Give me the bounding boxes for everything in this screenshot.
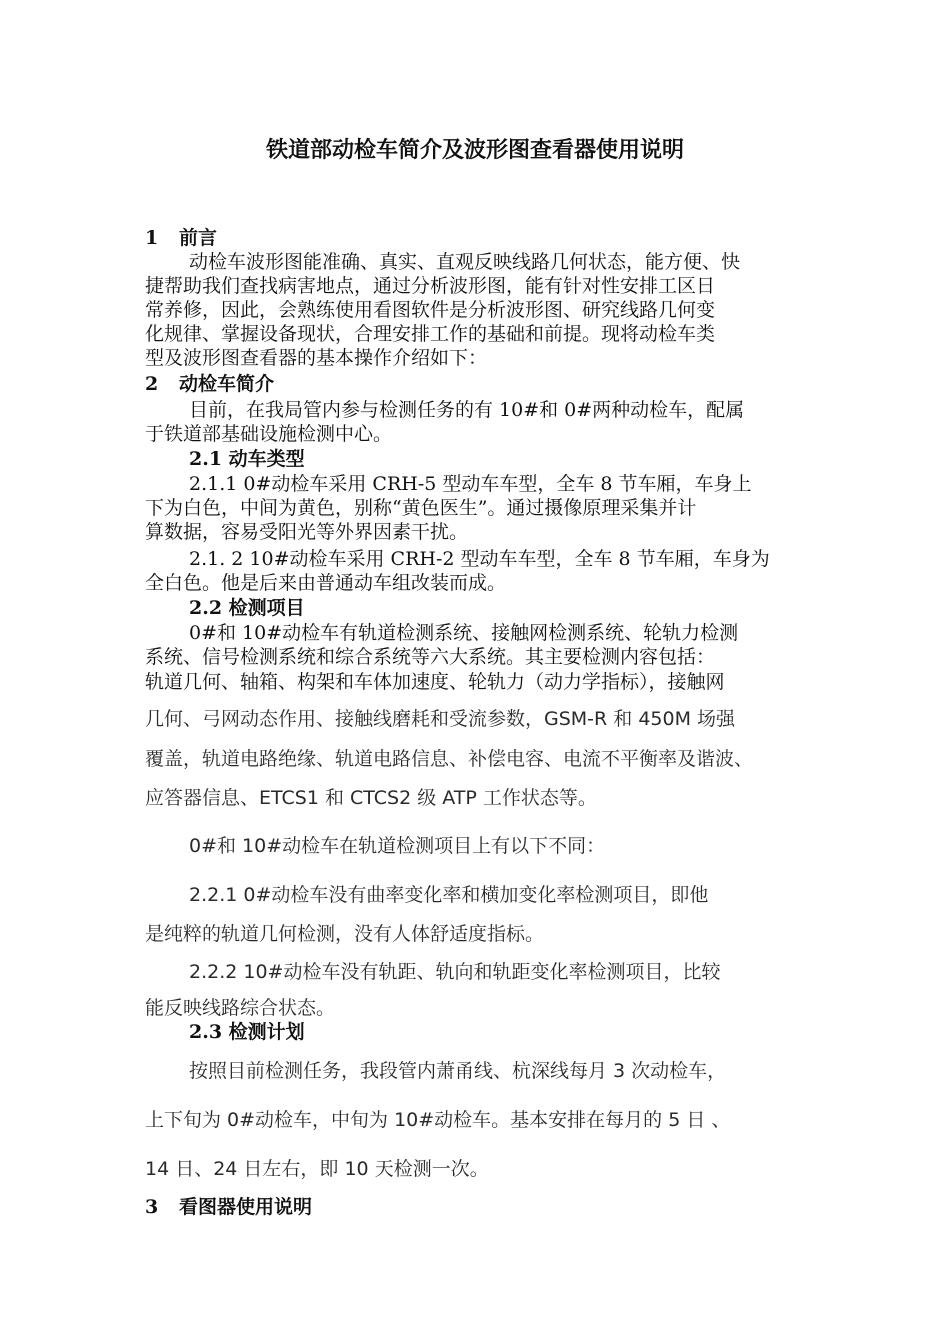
- paragraph-line: 于铁道部基础设施检测中心。: [145, 423, 393, 445]
- paragraph-line: 2.2.2 10#动检车没有轨距、轨向和轨距变化率检测项目，比较: [189, 961, 721, 983]
- paragraph-line: 14 日、24 日左右，即 10 天检测一次。: [145, 1158, 489, 1180]
- paragraph-line: 2.1. 2 10#动检车采用 CRH-2 型动车车型，全车 8 节车厢，车身为: [189, 548, 770, 570]
- paragraph-line: 算数据，容易受阳光等外界因素干扰。: [145, 521, 469, 543]
- paragraph-line: 是纯粹的轨道几何检测，没有人体舒适度指标。: [145, 923, 545, 945]
- paragraph-line: 应答器信息、ETCS1 和 CTCS2 级 ATP 工作状态等。: [145, 787, 597, 809]
- paragraph-line: 目前，在我局管内参与检测任务的有 10#和 0#两种动检车，配属: [189, 399, 745, 421]
- section-title: 看图器使用说明: [179, 1196, 313, 1218]
- paragraph-line: 按照目前检测任务，我段管内萧甬线、杭深线每月 3 次动检车，: [189, 1060, 727, 1082]
- paragraph-line: 0#和 10#动检车在轨道检测项目上有以下不同：: [189, 835, 606, 857]
- section-number: 1: [145, 227, 159, 249]
- section-heading-3: [145, 1195, 312, 1219]
- paragraph-line: 上下旬为 0#动检车，中旬为 10#动检车。基本安排在每月的 5 日 、: [145, 1109, 731, 1131]
- paragraph-line: 系统、信号检测系统和综合系统等六大系统。其主要检测内容包括：: [145, 646, 716, 668]
- paragraph-line: 0#和 10#动检车有轨道检测系统、接触网检测系统、轮轨力检测: [189, 622, 739, 644]
- paragraph-line: 2.2.1 0#动检车没有曲率变化率和横加变化率检测项目，即他: [189, 884, 709, 906]
- paragraph-line: 下为白色，中间为黄色，别称“黄色医生”。通过摄像原理采集并计: [145, 497, 697, 519]
- paragraph-line: 能反映线路综合状态。: [145, 997, 336, 1019]
- paragraph-line: 几何、弓网动态作用、接触线磨耗和受流参数，GSM-R 和 450M 场强: [145, 708, 736, 730]
- section-heading-2: [145, 372, 274, 396]
- section-heading-1: [145, 226, 217, 250]
- section-number: 2: [145, 373, 159, 395]
- paragraph-line: 全白色。他是后来由普通动车组改装而成。: [145, 572, 507, 594]
- paragraph-line: 捷帮助我们查找病害地点，通过分析波形图，能有针对性安排工区日: [145, 275, 716, 297]
- paragraph-line: 轨道几何、轴箱、构架和车体加速度、轮轨力（动力学指标），接触网: [145, 671, 725, 693]
- subsection-heading-2-3: 2.3 检测计划: [189, 1021, 305, 1043]
- paragraph-line: 动检车波形图能准确、真实、直观反映线路几何状态，能方便、快: [189, 251, 741, 273]
- section-title: 动检车简介: [179, 373, 275, 395]
- paragraph-line: 化规律、掌握设备现状，合理安排工作的基础和前提。现将动检车类: [145, 323, 716, 345]
- paragraph-line: 常养修，因此，会熟练使用看图软件是分析波形图、研究线路几何变: [145, 299, 716, 321]
- section-number: 3: [145, 1196, 159, 1218]
- paragraph-line: 覆盖，轨道电路绝缘、轨道电路信息、补偿电容、电流不平衡率及谐波、: [145, 748, 754, 770]
- document-title: 铁道部动检车简介及波形图查看器使用说明: [265, 137, 684, 163]
- subsection-heading-2-1: 2.1 动车类型: [189, 448, 305, 470]
- subsection-heading-2-2: 2.2 检测项目: [189, 597, 305, 619]
- paragraph-line: 型及波形图查看器的基本操作介绍如下：: [145, 347, 488, 369]
- paragraph-line: 2.1.1 0#动检车采用 CRH-5 型动车车型，全车 8 节车厢，车身上: [189, 473, 752, 495]
- section-title: 前言: [179, 227, 218, 249]
